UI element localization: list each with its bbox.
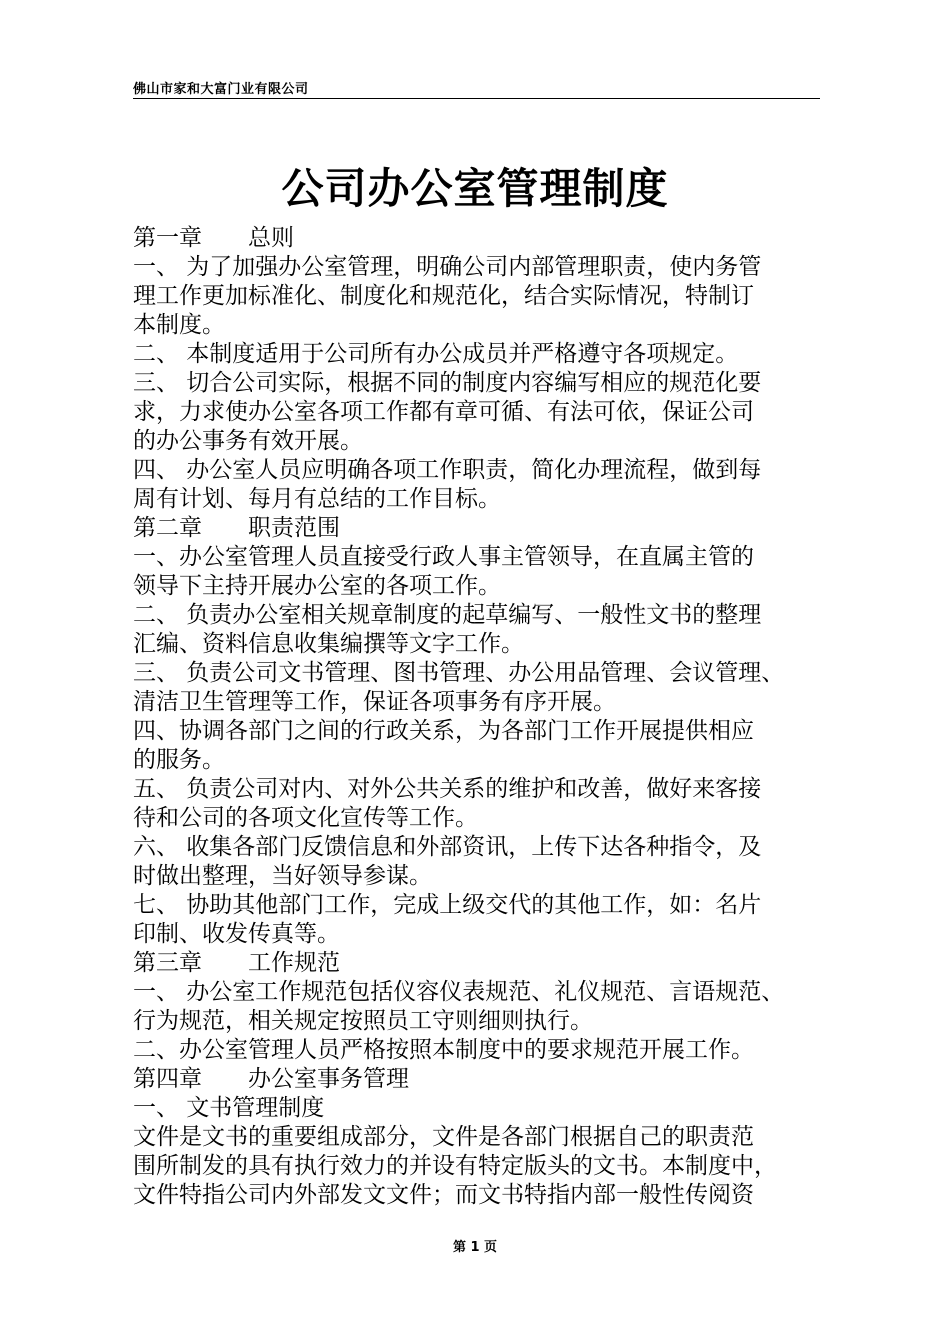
text-line: 三、 切合公司实际，根据不同的制度内容编写相应的规范化要 <box>133 370 762 396</box>
text-line: 领导下主持开展办公室的各项工作。 <box>133 573 501 599</box>
text-line: 六、 收集各部门反馈信息和外部资讯，上传下达各种指令，及 <box>133 834 762 860</box>
text-line: 四、协调各部门之间的行政关系，为各部门工作开展提供相应 <box>133 718 754 744</box>
text-line: 围所制发的具有执行效力的并设有特定版头的文书。本制度中， <box>133 1153 777 1179</box>
text-line: 印制、收发传真等。 <box>133 921 340 947</box>
text-line: 第四章 办公室事务管理 <box>133 1066 409 1092</box>
text-line: 五、 负责公司对内、对外公共关系的维护和改善，做好来客接 <box>133 776 762 802</box>
text-line: 二、 负责办公室相关规章制度的起草编写、一般性文书的整理 <box>133 602 762 628</box>
text-line: 的办公事务有效开展。 <box>133 428 363 454</box>
text-line: 第二章 职责范围 <box>133 515 340 541</box>
text-line: 求，力求使办公室各项工作都有章可循、有法可依，保证公司 <box>133 399 754 425</box>
document-body <box>133 224 823 1210</box>
text-line: 本制度。 <box>133 312 225 338</box>
text-line: 文件特指公司内外部发文文件；而文书特指内部一般性传阅资 <box>133 1182 754 1208</box>
text-line: 二、 本制度适用于公司所有办公成员并严格遵守各项规定。 <box>133 341 739 367</box>
text-line: 一、 为了加强办公室管理，明确公司内部管理职责，使内务管 <box>133 254 762 280</box>
text-line: 待和公司的各项文化宣传等工作。 <box>133 805 478 831</box>
page-number: 第 1 页 <box>452 1240 498 1255</box>
text-line: 第三章 工作规范 <box>133 950 340 976</box>
text-line: 行为规范，相关规定按照员工守则细则执行。 <box>133 1008 593 1034</box>
text-line: 第一章 总则 <box>133 225 294 251</box>
text-line: 一、 办公室工作规范包括仪容仪表规范、礼仪规范、言语规范、 <box>133 979 785 1005</box>
text-line: 二、办公室管理人员严格按照本制度中的要求规范开展工作。 <box>133 1037 754 1063</box>
text-line: 文件是文书的重要组成部分，文件是各部门根据自己的职责范 <box>133 1124 754 1150</box>
text-line: 的服务。 <box>133 747 225 773</box>
text-line: 一、办公室管理人员直接受行政人事主管领导，在直属主管的 <box>133 544 754 570</box>
text-line: 理工作更加标准化、制度化和规范化，结合实际情况，特制订 <box>133 283 754 309</box>
company-name: 佛山市家和大富门业有限公司 <box>133 82 309 97</box>
text-line: 七、 协助其他部门工作，完成上级交代的其他工作，如：名片 <box>133 892 762 918</box>
document-title: 公司办公室管理制度 <box>281 164 669 213</box>
page-header <box>133 78 820 99</box>
text-line: 时做出整理，当好领导参谋。 <box>133 863 432 889</box>
text-line: 三、 负责公司文书管理、图书管理、办公用品管理、会议管理、 <box>133 660 785 686</box>
text-line: 清洁卫生管理等工作，保证各项事务有序开展。 <box>133 689 616 715</box>
text-line: 汇编、资料信息收集编撰等文字工作。 <box>133 631 524 657</box>
text-line: 周有计划、每月有总结的工作目标。 <box>133 486 501 512</box>
text-line: 一、 文书管理制度 <box>133 1095 325 1121</box>
text-line: 四、 办公室人员应明确各项工作职责，简化办理流程，做到每 <box>133 457 762 483</box>
